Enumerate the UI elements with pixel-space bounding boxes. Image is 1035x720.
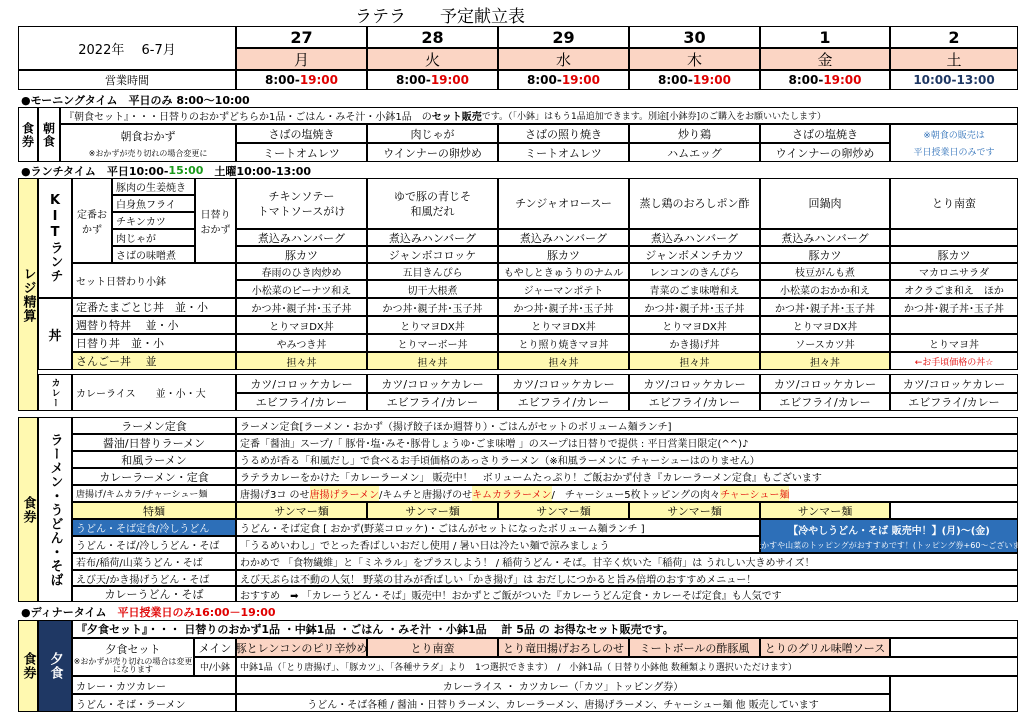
day-date-0: 27 [236, 26, 367, 48]
lunch-kobachi-2: 小松菜のおかか和え [760, 280, 890, 298]
hiyashi-title: 【冷やしうどん・そば 販売中！】(月)～(金) [788, 525, 990, 537]
business-hours-label: 営業時間 [18, 70, 236, 90]
don-cell: とりマヨDX丼 [629, 316, 760, 334]
day-hours-5 [890, 70, 1018, 90]
tokudai-label: 特麺 [72, 502, 236, 519]
karaage-part: / チャーシュー5枚トッピングの肉々 [551, 490, 721, 501]
curry-cell-2: エビフライ/カレー [498, 393, 629, 411]
curry-cell-1: カツ/コロッケカレー [236, 374, 367, 393]
wakame2-label: 若布/稲荷/山菜うどん・そば [72, 553, 236, 570]
udon-teishoku-label: うどん・そば定食/冷しうどん [72, 519, 236, 536]
teiban-item: チキンカツ [112, 212, 195, 229]
lunch-hamburg: 煮込みハンバーグ [629, 229, 760, 246]
don-cell: 担々丼 [367, 352, 498, 370]
don-row-label: 週替り特丼 並・小 [72, 316, 236, 334]
dinner-main-item: 豚とレンコンのピリ辛炒め [236, 638, 367, 657]
hiyashi-note: ※天かすや山菜のトッピングがおすすめです！(トッピング券+60～ございます) [746, 540, 1032, 550]
udon-teishoku-desc: うどん・そば定食 [ おかず(野菜コロッケ)・ごはんがセットになったボリューム麺ランチ ] [236, 519, 760, 536]
morning-okazu-2: ミートオムレツ [236, 143, 367, 162]
don-cell: 担々丼 [498, 352, 629, 370]
morning-side-label: 朝食 [38, 107, 60, 162]
karaage-part: チャーシュー麺 [720, 486, 789, 501]
don-cell: とりマーボー丼 [367, 334, 498, 352]
curry-cell-1: カツ/コロッケカレー [498, 374, 629, 393]
don-cell: 担々丼 [236, 352, 367, 370]
hours-open: 8:00- [526, 73, 562, 87]
don-cell: とり照り焼きマヨ丼 [498, 334, 629, 352]
curry-cell-1: カツ/コロッケカレー [629, 374, 760, 393]
lunch-kobachi-1: マカロニサラダ [890, 263, 1018, 280]
lunch-main-dish: チンジャオロースー [498, 178, 629, 229]
dinner-noodle-label: うどん・そば・ラーメン [72, 694, 236, 712]
don-cell: かつ丼･親子丼･玉子丼 [890, 298, 1018, 316]
hours-close: 19:00 [823, 73, 862, 87]
don-cell: かき揚げ丼 [629, 334, 760, 352]
morning-okazu-note: ※おかずが売り切れの場合変更に [88, 148, 208, 158]
hours-close: 19:00 [299, 73, 339, 87]
dinner-okazu-cell [72, 638, 194, 676]
curry-cell-2: エビフライ/カレー [629, 393, 760, 411]
day-date-2: 29 [498, 26, 629, 48]
ebi-label: えび天/かき揚げうどん・そば [72, 570, 236, 586]
sat-note-line2: 平日授業日のみです [913, 147, 995, 158]
hiyashi-banner [746, 519, 1032, 553]
dinner-curry-desc: カレーライス ・ カツカレー（「カツ」トッピング券） [236, 676, 890, 694]
don-cell: とりマヨDX丼 [760, 316, 890, 334]
day-weekday-1: 火 [367, 48, 498, 70]
dinner-main-item: とり竜田揚げおろしのせ [498, 638, 629, 657]
dinner-okazu-label: 夕食セット [105, 643, 161, 656]
morning-okazu-2: ウインナーの卵炒め [367, 143, 498, 162]
dinner-main-label: メイン [194, 638, 236, 657]
noodle-side-label: ラーメン・うどん・そば [38, 417, 72, 602]
lunch-main-dish: とり南蛮 [890, 178, 1018, 229]
day-date-3: 30 [629, 26, 760, 48]
lunch-kobachi-1: 五目きんぴら [367, 263, 498, 280]
don-cell [890, 316, 1018, 334]
don-cell: とりマヨ丼 [890, 334, 1018, 352]
lunch-katsu: ジャンボコロッケ [367, 246, 498, 263]
karaage-part: 唐揚げラーメン [310, 486, 380, 501]
hours-open: 8:00- [788, 73, 824, 87]
hours-open: 8:00- [657, 73, 693, 87]
day-date-1: 28 [367, 26, 498, 48]
lunch-katsu: 豚カツ [890, 246, 1018, 263]
curry-label: カレーライス 並・小・大 [72, 374, 236, 411]
curry-side-label: カレー [38, 374, 72, 411]
lunch-main-dish: チキンソテー トマトソースがけ [236, 178, 367, 229]
dinner-header: ●ディナータイム 平日授業日のみ16:00－19:00 [21, 605, 276, 619]
curry-cell-2: エビフライ/カレー [367, 393, 498, 411]
hours-close: 19:00 [430, 73, 470, 87]
curry-cell-1: カツ/コロッケカレー [890, 374, 1018, 393]
dinner-side-label: 夕食 [38, 620, 72, 712]
tokudai-cell: サンマー麺 [236, 502, 367, 519]
morning-okazu-1: 肉じゃが [367, 124, 498, 143]
morning-okazu-1: さばの塩焼き [236, 124, 367, 143]
dinner-main-item: とり南蛮 [367, 638, 498, 657]
noodle-ticket-label: 食券 [18, 417, 38, 602]
curry-cell-2: エビフライ/カレー [236, 393, 367, 411]
lunch-kobachi-1: もやしときゅうりのナムル [498, 263, 629, 280]
sat-note-line1: ※朝食の販売は [923, 130, 985, 141]
karaage-part: /キムチと唐揚げのせ [379, 490, 473, 501]
karaage-desc [236, 485, 1018, 502]
wakame-label: うどん・そば/冷しうどん・そば [72, 536, 236, 553]
day-weekday-3: 木 [629, 48, 760, 70]
dinner-sub-desc: 中鉢1品（「とり唐揚げ」、「豚カツ」、「各種サラダ」より 1つ選択できます） / 小鉢1品（ 日替り小鉢他 数種類より選択いただけます） [236, 657, 1018, 676]
day-weekday-5: 土 [890, 48, 1018, 70]
don-cell: かつ丼･親子丼･玉子丼 [629, 298, 760, 316]
dinner-ticket-label: 食券 [18, 620, 38, 712]
noodle-desc: うるめが香る「和風だし」で食べるお手頃価格のあっさりラーメン（※和風ラーメンに チャーシューはのりません） [236, 451, 1018, 468]
don-cell: やみつき丼 [236, 334, 367, 352]
noodle-label: ラーメン定食 [72, 417, 236, 434]
day-weekday-0: 月 [236, 48, 367, 70]
teiban-item: 白身魚フライ [112, 195, 195, 212]
tokudai-cell: サンマー麺 [629, 502, 760, 519]
lunch-hamburg: 煮込みハンバーグ [760, 229, 890, 246]
curry-udon-desc: おすすめ ➡ 「カレーうどん・そば」販売中！おかずとご飯がついた『カレーうどん定食・カレーそば定食』も人気です [236, 586, 1018, 602]
day-weekday-2: 水 [498, 48, 629, 70]
page-title: ラテラ 予定献立表 [355, 6, 525, 27]
curry-cell-1: カツ/コロッケカレー [367, 374, 498, 393]
don-cell: ←お手頃価格の丼☆ [890, 352, 1018, 370]
period-label: 2022年 6-7月 [18, 26, 236, 70]
day-weekday-4: 金 [760, 48, 890, 70]
karaage-label: 唐揚げ/キムカラ/チャーシュー麺 [72, 485, 236, 502]
day-hours-4 [760, 70, 890, 90]
morning-okazu-cell [60, 124, 236, 162]
lunch-kobachi-1: 枝豆がんも煮 [760, 263, 890, 280]
wakame2-desc: わかめで 「食物繊維」と「ミネラル」をプラスしよう！ / 稲荷うどん・そば。甘辛く炊いた「稲荷」は うれしい大きめサイズ！ [236, 553, 1018, 570]
day-hours-0 [236, 70, 367, 90]
don-cell: かつ丼･親子丼･玉子丼 [760, 298, 890, 316]
morning-okazu-1: さばの塩焼き [760, 124, 890, 143]
morning-okazu-2: ハムエッグ [629, 143, 760, 162]
noodle-label: 醤油/日替りラーメン [72, 434, 236, 451]
tokudai-cell: サンマー麺 [367, 502, 498, 519]
ebi-desc: えび天ぷらは不動の人気！ 野菜の甘みが香ばしい「かき揚げ」は おだしにつかると旨み倍増のおすすめメニュー！ [236, 570, 1018, 586]
don-cell: とりマヨDX丼 [367, 316, 498, 334]
teiban-label: 定番おかず [72, 178, 112, 263]
lunch-kobachi-2: 小松菜のピーナツ和え [236, 280, 367, 298]
reji-label: レジ精算 [18, 178, 38, 411]
lunch-main-dish: 回鍋肉 [760, 178, 890, 229]
dinner-main-empty [890, 638, 1018, 657]
teiban-item: 肉じゃが [112, 229, 195, 246]
lunch-kobachi-1: 春雨のひき肉炒め [236, 263, 367, 280]
noodle-label: カレーラーメン・定食 [72, 468, 236, 485]
lunch-katsu: 豚カツ [498, 246, 629, 263]
lunch-kobachi-1: レンコンのきんぴら [629, 263, 760, 280]
don-cell: とりマヨDX丼 [236, 316, 367, 334]
day-date-4: 1 [760, 26, 890, 48]
day-hours-2 [498, 70, 629, 90]
dinner-curry-label: カレー・カツカレー [72, 676, 236, 694]
don-cell: とりマヨDX丼 [498, 316, 629, 334]
hours-open: 8:00- [264, 73, 300, 87]
lunch-katsu: 豚カツ [236, 246, 367, 263]
noodle-desc: ラテラカレーをかけた「カレーラーメン」 販売中！ ボリュームたっぷり！ご飯おかず付き『カレーラーメン定食』もございます [236, 468, 1018, 485]
morning-ticket-label: 食券 [18, 107, 38, 162]
don-cell: ソースカツ丼 [760, 334, 890, 352]
lunch-kobachi-2: 青菜のごま味噌和え [629, 280, 760, 298]
kit-lunch-label: KITランチ [38, 178, 72, 298]
lunch-hamburg: 煮込みハンバーグ [367, 229, 498, 246]
don-row-label: 定番たまごとじ丼 並・小 [72, 298, 236, 316]
wakame-desc: 「うるめいわし」でとった香ばしいおだし使用 / 暑い日は冷たい麺で涼みましょう [236, 536, 760, 553]
lunch-katsu: 豚カツ [760, 246, 890, 263]
teiban-item: さばの味噌煮 [112, 246, 195, 263]
dinner-okazu-note: ※おかずが売り切れの場合は変更になります [73, 657, 193, 674]
morning-okazu-1: さばの照り焼き [498, 124, 629, 143]
lunch-hamburg: 煮込みハンバーグ [498, 229, 629, 246]
noodle-label: 和風ラーメン [72, 451, 236, 468]
don-cell: 担々丼 [760, 352, 890, 370]
tokudai-cell: サンマー麺 [498, 502, 629, 519]
kobachi-label: セット日替わり小鉢 [72, 263, 236, 298]
lunch-header: ●ランチタイム 平日10:00- 15:00 土曜10:00-13:00 [21, 164, 312, 178]
lunch-katsu: ジャンボメンチカツ [629, 246, 760, 263]
lunch-kobachi-2: ジャーマンポテト [498, 280, 629, 298]
noodle-desc: ラーメン定食[ラーメン・おかず（揚げ餃子ほか週替り）・ごはんがセットのボリューム麺ランチ] [236, 417, 1018, 434]
karaage-part: 唐揚げ3コ のせ [240, 490, 310, 501]
don-label: 丼 [38, 298, 72, 370]
dinner-set-note: 『夕食セット』・・・ 日替りのおかず1品 ・中鉢1品 ・ごはん ・みそ汁 ・小鉢1品 計 5品 の お得なセット販売です。 [72, 620, 1018, 638]
lunch-main-dish: ゆで豚の青じそ 和風だれ [367, 178, 498, 229]
day-date-5: 2 [890, 26, 1018, 48]
noodle-desc: 定番「醤油」スープ/「 豚骨･塩･みそ･豚骨しょうゆ･ごま味噌 」のスープは日替りで提供 : 平日営業日限定(^^)♪ [236, 434, 1018, 451]
karaage-part: キムカララーメン [472, 486, 551, 501]
don-cell: かつ丼･親子丼･玉子丼 [367, 298, 498, 316]
dinner-empty-cell [890, 676, 1018, 712]
hours-open: 10:00-13:00 [913, 73, 995, 87]
day-hours-3 [629, 70, 760, 90]
morning-set-note: 『朝食セット』・・・日替りのおかずどちらか1品・ごはん・みそ汁・小鉢1品 の セット販売 です。（「小鉢」はもう1品追加できます。別途[小鉢券]のご購入をお願いいたします） [60, 107, 1018, 124]
dinner-noodle-desc: うどん・そば各種 / 醤油・日替りラーメン、カレーラーメン、唐揚げラーメン、チャーシュー麺 他 販売しています [236, 694, 890, 712]
lunch-main-dish: 蒸し鶏のおろしポン酢 [629, 178, 760, 229]
higawari-label: 日替りおかず [195, 178, 236, 263]
don-cell: かつ丼･親子丼･玉子丼 [498, 298, 629, 316]
morning-okazu-1: 炒り鶏 [629, 124, 760, 143]
day-hours-1 [367, 70, 498, 90]
morning-saturday-note [890, 124, 1018, 162]
tokudai-empty [890, 502, 1018, 519]
curry-cell-2: エビフライ/カレー [760, 393, 890, 411]
dinner-sub-label: 中/小鉢 [194, 657, 236, 676]
hours-close: 19:00 [692, 73, 732, 87]
dinner-main-item: ミートボールの酢豚風 [629, 638, 760, 657]
lunch-hamburg: 煮込みハンバーグ [236, 229, 367, 246]
teiban-item: 豚肉の生姜焼き [112, 178, 195, 195]
morning-header: ●モーニングタイム 平日のみ 8:00～10:00 [21, 93, 250, 107]
morning-okazu-2: ミートオムレツ [498, 143, 629, 162]
tokudai-cell: サンマー麺 [760, 502, 890, 519]
lunch-kobachi-2: 切干大根煮 [367, 280, 498, 298]
hours-close: 19:00 [561, 73, 601, 87]
don-cell: かつ丼･親子丼･玉子丼 [236, 298, 367, 316]
don-cell: 担々丼 [629, 352, 760, 370]
curry-udon-label: カレーうどん・そば [72, 586, 236, 602]
curry-cell-1: カツ/コロッケカレー [760, 374, 890, 393]
curry-cell-2: エビフライ/カレー [890, 393, 1018, 411]
don-row-label: 日替り丼 並・小 [72, 334, 236, 352]
morning-okazu-label: 朝食おかず [120, 130, 176, 143]
morning-okazu-2: ウインナーの卵炒め [760, 143, 890, 162]
lunch-hamburg [890, 229, 1018, 246]
hours-open: 8:00- [395, 73, 431, 87]
don-row-label: さんごー丼 並 [72, 352, 236, 370]
lunch-kobachi-2: オクラごま和え ほか [890, 280, 1018, 298]
dinner-main-item: とりのグリル味噌ソース [760, 638, 890, 657]
